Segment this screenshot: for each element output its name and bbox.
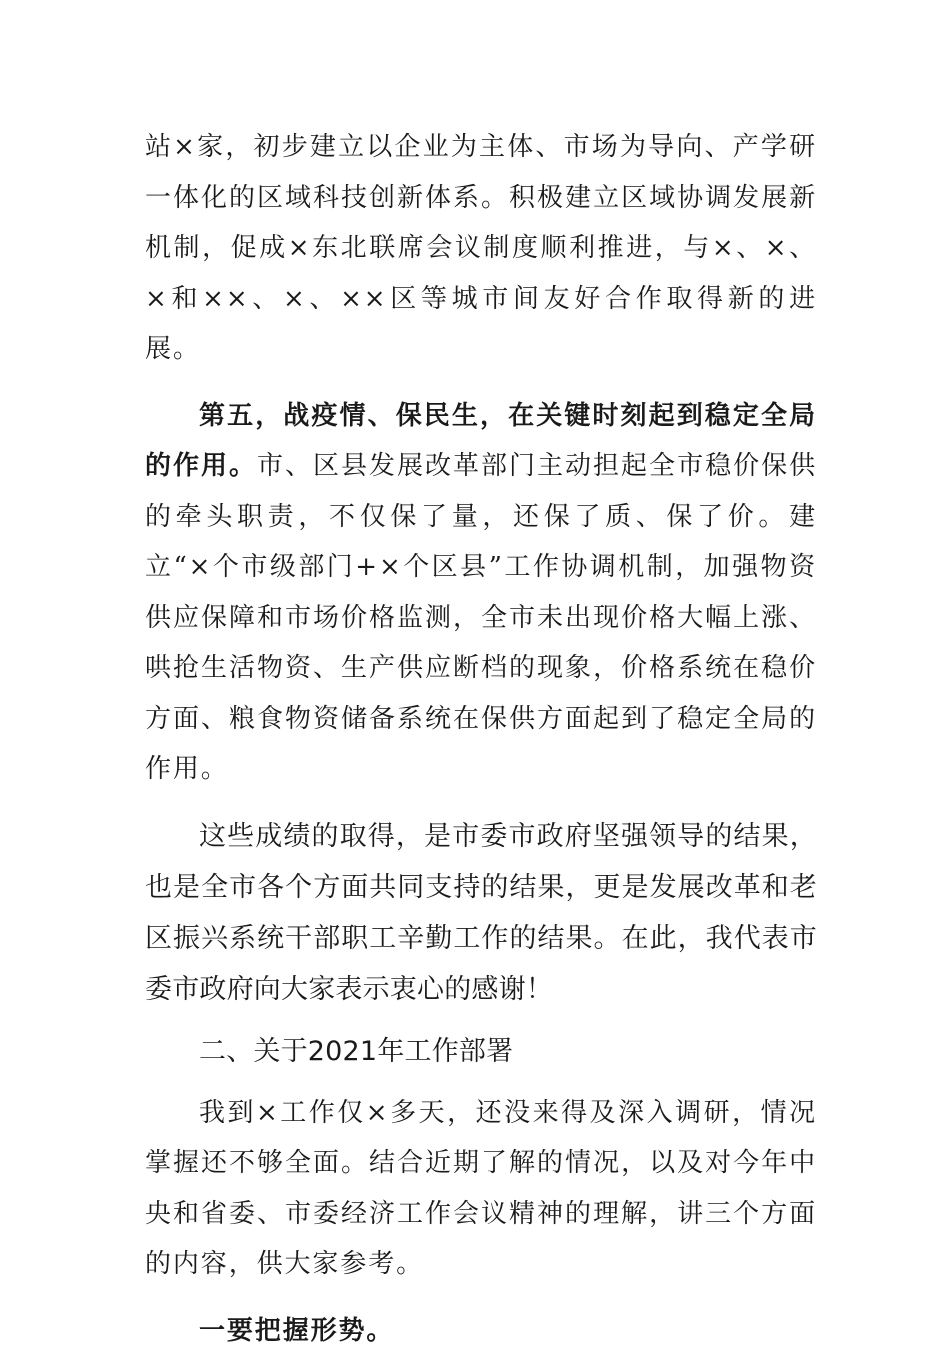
subsection-heading: 一要把握形势。 xyxy=(145,1306,817,1356)
paragraph-introduction: 我到×工作仅×多天，还没来得及深入调研，情况掌握还不够全面。结合近期了解的情况，以及对今年中央和省委、市委经济工作会议精神的理解，讲三个方面的内容，供大家参考。 xyxy=(145,1088,817,1290)
paragraph-achievements-continued: 站×家，初步建立以企业为主体、市场为导向、产学研一体化的区域科技创新体系。积极建立区域协调发展新机制，促成×东北联席会议制度顺利推进，与×、×、×和××、×、××区等城市间友好合作取得新的进展。 xyxy=(145,122,817,375)
paragraph-lead-heading: 第五，战疫情、保民生，在关键时刻起到稳定全局的作用。 xyxy=(145,401,817,482)
section-heading: 二、关于2021年工作部署 xyxy=(145,1026,817,1077)
paragraph-body: 市、区县发展改革部门主动担起全市稳价保供的牵头职责，不仅保了量，还保了质、保了价。建立“×个市级部门+×个区县”工作协调机制，加强物资供应保障和市场价格监测，全市未出现价格大幅上涨、哄抢生活物资、生产供应断档的现象，价格系统在稳价方面、粮食物资储备系统在保供方面起到了稳定全局的作用。 xyxy=(145,451,817,784)
paragraph-acknowledgement: 这些成绩的取得，是市委市政府坚强领导的结果，也是全市各个方面共同支持的结果，更是发展改革和老区振兴系统干部职工辛勤工作的结果。在此，我代表市委市政府向大家表示衷心的感谢！ xyxy=(145,811,817,1015)
paragraph-fifth-point xyxy=(145,391,817,795)
document-page xyxy=(145,122,817,1356)
